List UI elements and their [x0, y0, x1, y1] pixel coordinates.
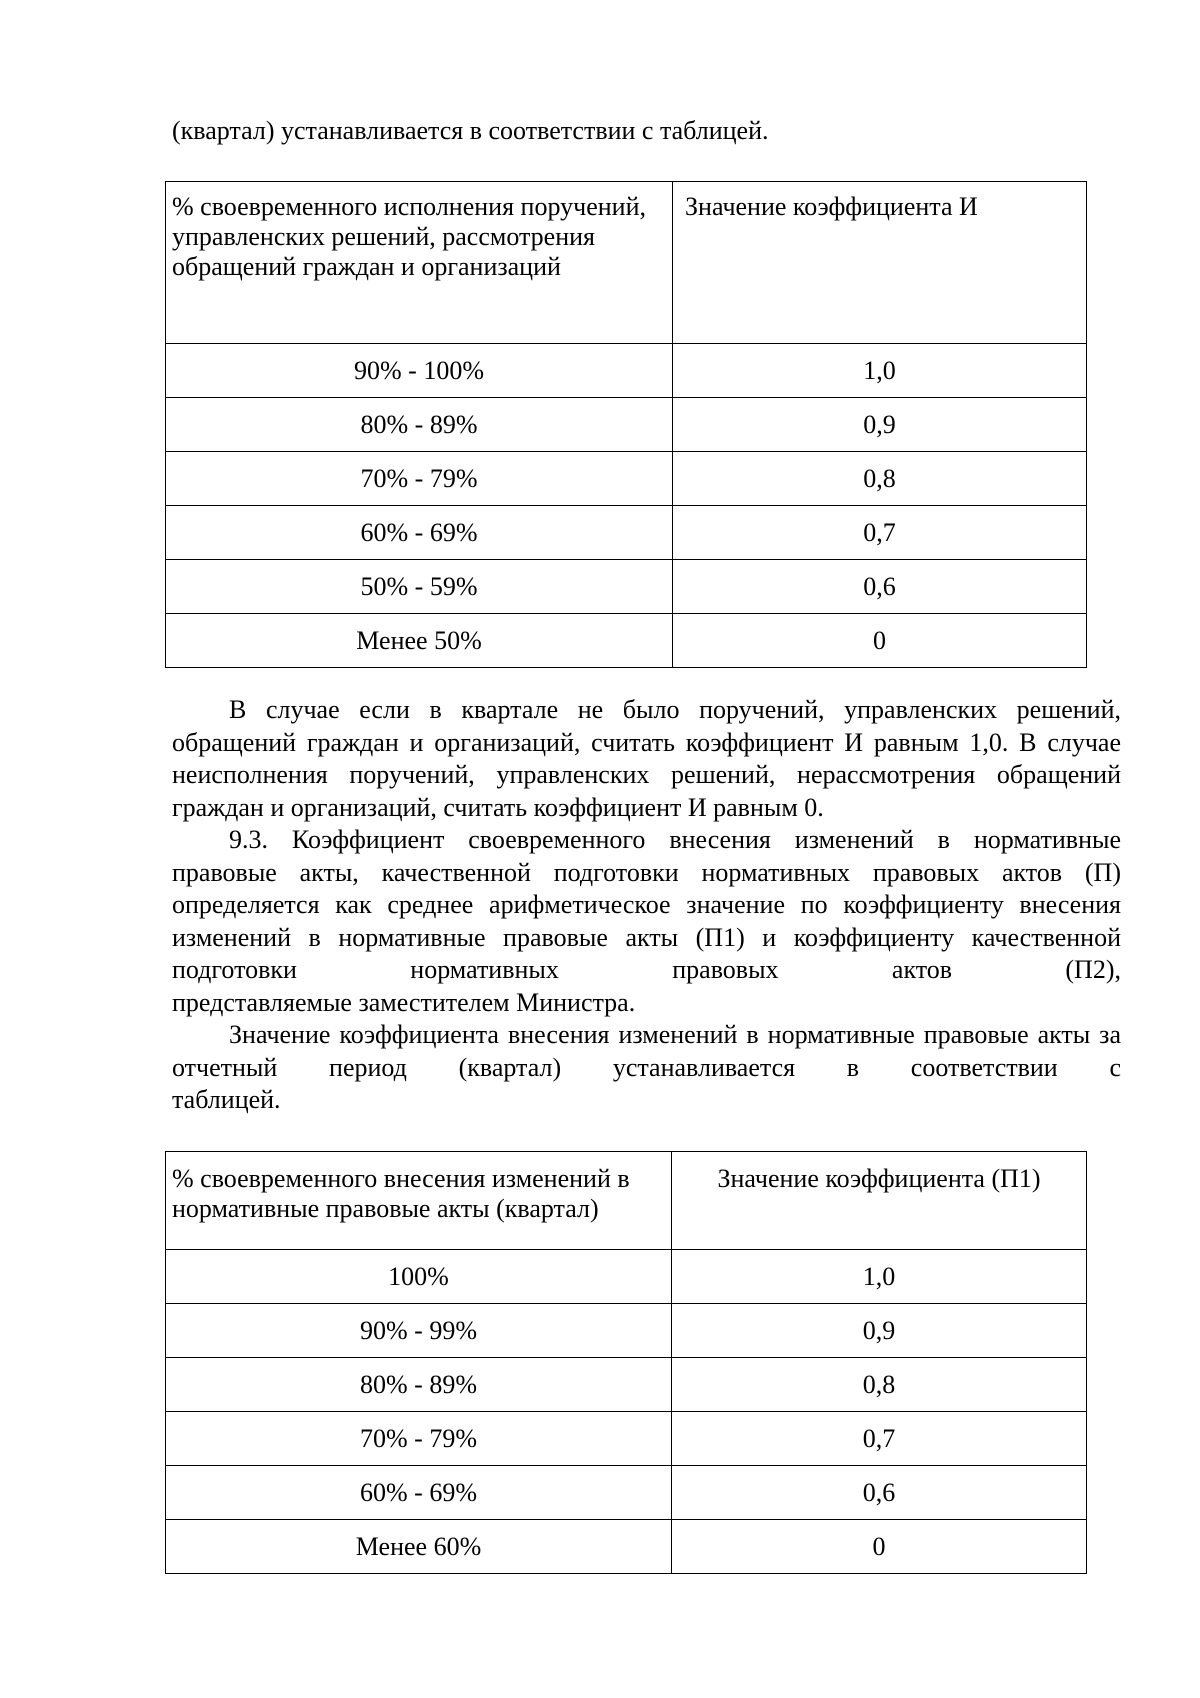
- table-row: [166, 398, 1087, 452]
- range-cell: 90% - 100%: [166, 344, 673, 398]
- range-cell: 50% - 59%: [166, 560, 673, 614]
- table-row: [166, 1358, 1087, 1412]
- header-cell-coefficient: Значение коэффициента (П1): [672, 1152, 1087, 1250]
- range-cell: 80% - 89%: [166, 398, 673, 452]
- range-cell: 60% - 69%: [166, 506, 673, 560]
- intro-line: (квартал) устанавливается в соответствии с таблицей.: [172, 116, 769, 145]
- value-cell: 0,8: [673, 452, 1087, 506]
- value-cell: 0: [672, 1520, 1087, 1574]
- value-cell: 0,7: [672, 1412, 1087, 1466]
- range-cell: 70% - 79%: [166, 452, 673, 506]
- coefficient-table-i: [165, 181, 1087, 668]
- table-row: [166, 1466, 1087, 1520]
- value-cell: 0,7: [673, 506, 1087, 560]
- header-cell-coefficient: Значение коэффициента И: [673, 182, 1087, 344]
- table-row: [166, 1304, 1087, 1358]
- value-cell: 1,0: [673, 344, 1087, 398]
- range-cell: 80% - 89%: [166, 1358, 672, 1412]
- value-cell: 1,0: [672, 1250, 1087, 1304]
- range-cell: Менее 60%: [166, 1520, 672, 1574]
- paragraph-zero-orders: В случае если в квартале не было поручений, управленских решений, обращений граждан и организаций, считать коэффициент И равным 1,0. В случае неисполнения поручений, управленских решений, нерассмотрения обращений граждан и организаций, считать коэффициент И равным 0.: [172, 695, 1121, 822]
- value-cell: 0: [673, 614, 1087, 668]
- paragraph-p1-intro-tail: таблицей.: [172, 1085, 281, 1114]
- range-cell: 60% - 69%: [166, 1466, 672, 1520]
- header-cell-percent: % своевременного исполнения поручений, управленских решений, рассмотрения обращений граждан и организаций: [166, 182, 673, 344]
- table-row: [166, 560, 1087, 614]
- table-row: [166, 1520, 1087, 1574]
- header-cell-percent: % своевременного внесения изменений в нормативные правовые акты (квартал): [166, 1152, 672, 1250]
- value-cell: 0,9: [672, 1304, 1087, 1358]
- paragraph-9-3: 9.3. Коэффициент своевременного внесения изменений в нормативные правовые акты, качественной подготовки нормативных правовых актов (П) определяется как среднее арифметическое значение по коэффициенту внесения изменений в нормативные правовые акты (П1) и коэффициенту качественной подготовки нормативных правовых актов (П2),: [172, 825, 1121, 984]
- table-row: [166, 344, 1087, 398]
- table-row: [166, 1250, 1087, 1304]
- value-cell: 0,6: [673, 560, 1087, 614]
- body-text: [172, 694, 1121, 1117]
- table-row: [166, 506, 1087, 560]
- range-cell: 70% - 79%: [166, 1412, 672, 1466]
- value-cell: 0,9: [673, 398, 1087, 452]
- range-cell: 90% - 99%: [166, 1304, 672, 1358]
- range-cell: 100%: [166, 1250, 672, 1304]
- paragraph-9-3-tail: представляемые заместителем Министра.: [172, 987, 636, 1017]
- table-row: [166, 1412, 1087, 1466]
- table-row: [166, 614, 1087, 668]
- value-cell: 0,8: [672, 1358, 1087, 1412]
- value-cell: 0,6: [672, 1466, 1087, 1520]
- table-header-row: [166, 1152, 1087, 1250]
- paragraph-p1-intro: Значение коэффициента внесения изменений в нормативные правовые акты за отчетный период (квартал) устанавливается в соответствии с: [172, 1020, 1121, 1082]
- table-row: [166, 452, 1087, 506]
- range-cell: Менее 50%: [166, 614, 673, 668]
- coefficient-table-p1: [165, 1151, 1087, 1574]
- table-header-row: [166, 182, 1087, 344]
